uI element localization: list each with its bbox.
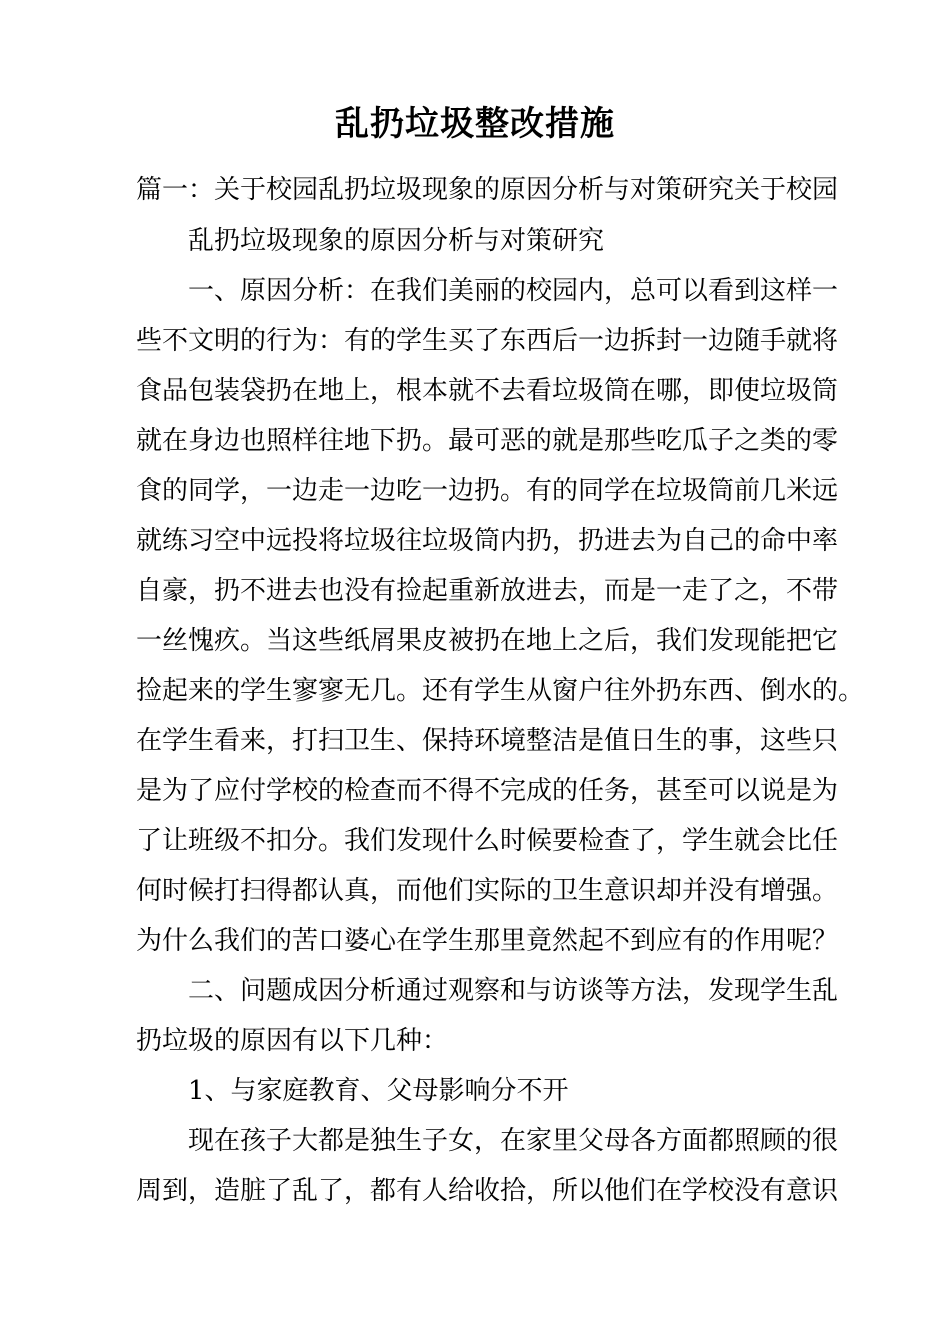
paragraph-line: 篇一：关于校园乱扔垃圾现象的原因分析与对策研究关于校园 [136,175,839,205]
paragraph-line: 了让班级不扣分。我们发现什么时候要检查了，学生就会比任 [136,826,839,856]
paragraph-line: 为什么我们的苦口婆心在学生那里竟然起不到应有的作用呢？ [136,926,839,956]
paragraph-line: 食品包装袋扔在地上，根本就不去看垃圾筒在哪，即使垃圾筒 [136,376,839,406]
paragraph-line: 就练习空中远投将垃圾往垃圾筒内扔，扔进去为自己的命中率 [136,526,839,556]
section-heading: 1、与家庭教育、父母影响分不开 [188,1076,569,1106]
document-title: 乱扔垃圾整改措施 [335,104,615,144]
paragraph-line: 一、原因分析：在我们美丽的校园内，总可以看到这样一 [188,276,839,306]
paragraph-line: 扔垃圾的原因有以下几种： [136,1026,449,1056]
paragraph-line: 些不文明的行为：有的学生买了东西后一边拆封一边随手就将 [136,326,839,356]
paragraph-line: 乱扔垃圾现象的原因分析与对策研究 [188,226,605,256]
paragraph-line: 食的同学，一边走一边吃一边扔。有的同学在垃圾筒前几米远 [136,476,839,506]
paragraph-line: 一丝愧疚。当这些纸屑果皮被扔在地上之后，我们发现能把它 [136,626,839,656]
paragraph-line: 是为了应付学校的检查而不得不完成的任务，甚至可以说是为 [136,776,839,806]
paragraph-line: 现在孩子大都是独生子女，在家里父母各方面都照顾的很 [188,1126,839,1156]
paragraph-line: 周到，造脏了乱了，都有人给收拾，所以他们在学校没有意识 [136,1176,839,1206]
paragraph-line: 二、问题成因分析通过观察和与访谈等方法，发现学生乱 [188,976,839,1006]
paragraph-line: 何时候打扫得都认真，而他们实际的卫生意识却并没有增强。 [136,876,839,906]
paragraph-line: 在学生看来，打扫卫生、保持环境整洁是值日生的事，这些只 [136,726,839,756]
paragraph-line: 就在身边也照样往地下扔。最可恶的就是那些吃瓜子之类的零 [136,426,839,456]
paragraph-line: 捡起来的学生寥寥无几。还有学生从窗户往外扔东西、倒水的。 [136,676,865,706]
paragraph-line: 自豪，扔不进去也没有捡起重新放进去，而是一走了之，不带 [136,576,839,606]
